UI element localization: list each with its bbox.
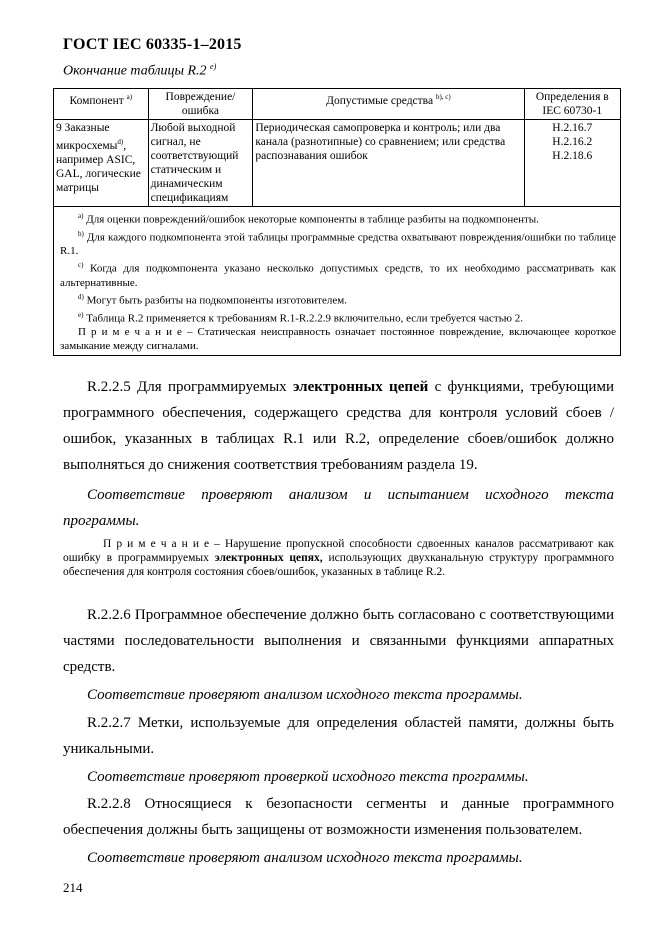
header-means	[253, 89, 524, 120]
table-note-text: – Статическая неисправность означает постоянное повреждение, включающее короткое замыкание между сигналами.	[60, 326, 616, 353]
clause-r227: R.2.2.7 Метки, используемые для определения областей памяти, должны быть уникальными.	[63, 715, 614, 757]
table-caption-text: Окончание таблицы R.2	[63, 63, 207, 79]
cell-fault: Любой выходной сигнал, не соответствующий статическим и динамическим спецификациям	[148, 120, 253, 207]
footnote-mark: d)	[78, 292, 84, 301]
cell-means: Периодическая самопроверка и контроль; или два канала (разнотипные) со сравнением; или средства распознавания ошибок	[253, 120, 524, 207]
component-mark: d)	[117, 138, 124, 146]
note-text: – Нарушение пропускной способности сдвоенных каналов рассматривают как ошибку в программируемых	[63, 538, 614, 564]
table-row	[54, 120, 621, 207]
clause-r225	[63, 374, 614, 478]
header-fault	[148, 89, 253, 120]
clause-r228: R.2.2.8 Относящиеся к безопасности сегменты и данные программного обеспечения должны быть защищены от возможности изменения пользователем.	[63, 796, 614, 838]
header-means-label: Допустимые средства	[326, 94, 434, 107]
clause-r226: R.2.2.6 Программное обеспечение должно быть согласовано с соответствующими частями последовательности выполнения и связанными функциями аппаратных средств.	[63, 607, 614, 675]
footnote-mark: a)	[78, 212, 84, 220]
footnote-text: Для оценки повреждений/ошибок некоторые компоненты в таблице разбиты на подкомпоненты.	[86, 213, 539, 226]
footnote-mark: b)	[78, 229, 84, 238]
footnote-text: Могут быть разбиты на подкомпоненты изготовителем.	[86, 294, 347, 307]
header-means-mark: b), c)	[435, 93, 451, 101]
note-text-rest: использующих двухканальную структуру программного обеспечения для контроля состояния сбоев/ошибок, указанных в таблице R.2.	[63, 552, 614, 578]
table-header-row	[54, 89, 621, 120]
table-note	[60, 325, 616, 353]
cell-component	[54, 120, 149, 207]
footnote-text: Таблица R.2 применяется к требованиям R.1-R.2.2.9 включительно, если требуется частью 2.	[86, 312, 523, 325]
standard-title: ГОСТ IEC 60335-1–2015	[63, 36, 242, 53]
footnote	[60, 290, 616, 308]
definition-ref: H.2.16.2	[552, 136, 593, 148]
definition-ref: H.2.16.7	[552, 122, 593, 134]
header-component	[54, 89, 149, 120]
table-caption	[63, 62, 216, 80]
table-footnotes	[54, 207, 621, 356]
footnote	[60, 258, 616, 290]
note-term: электронных цепях,	[214, 552, 323, 564]
footnote	[60, 227, 616, 259]
note-label: П р и м е ч а н и е	[103, 538, 210, 550]
footnote	[60, 308, 616, 326]
clause-r225-compliance: Соответствие проверяют анализом и испытанием исходного текста программы.	[63, 487, 614, 529]
footnote	[60, 209, 616, 227]
header-fault-label: Повреждение/ ошибка	[165, 91, 236, 117]
component-name: 9 Заказные микросхемы	[56, 122, 118, 152]
header-definitions	[524, 89, 621, 120]
header-component-label: Компонент	[69, 94, 124, 107]
clause-r226-compliance: Соответствие проверяют анализом исходного текста программы.	[87, 687, 523, 703]
footnote-mark: c)	[78, 261, 84, 270]
table-caption-mark: e)	[210, 62, 217, 71]
clause-r225-text: R.2.2.5 Для программируемых	[87, 379, 293, 395]
page-number: 214	[63, 880, 83, 895]
cell-definitions	[524, 120, 621, 207]
clause-r227-compliance: Соответствие проверяют проверкой исходного текста программы.	[87, 769, 529, 785]
clause-r225-text-rest: с функциями, требующими программного обеспечения, содержащего средства для контроля условий сбоев / ошибок, указанных в таблицах R.1 или R.2, определение сбоев/ошибок должно выполняться до снижения соответствия требованиям раздела 19.	[63, 379, 614, 473]
clause-r225-term: электронных цепей	[292, 379, 429, 395]
footnote-text: Для каждого подкомпонента этой таблицы программные средства охватывают повреждения/ошибки по таблице R.1.	[60, 231, 617, 258]
header-definitions-label: Определения в IEC 60730-1	[535, 91, 609, 117]
component-examples: , например ASIC, GAL, логические матрицы	[56, 139, 141, 194]
header-component-mark: a)	[126, 93, 133, 101]
clause-r225-note	[63, 537, 614, 579]
definition-ref: H.2.18.6	[552, 150, 593, 162]
clause-r228-compliance: Соответствие проверяют анализом исходного текста программы.	[87, 850, 523, 866]
requirements-table	[53, 88, 621, 356]
table-note-label: П р и м е ч а н и е	[78, 326, 182, 339]
footnote-mark: e)	[78, 310, 84, 319]
footnote-text: Когда для подкомпонента указано несколько допустимых средств, то их необходимо рассматривать как альтернативные.	[60, 262, 617, 289]
table-footnotes-row	[54, 207, 621, 356]
